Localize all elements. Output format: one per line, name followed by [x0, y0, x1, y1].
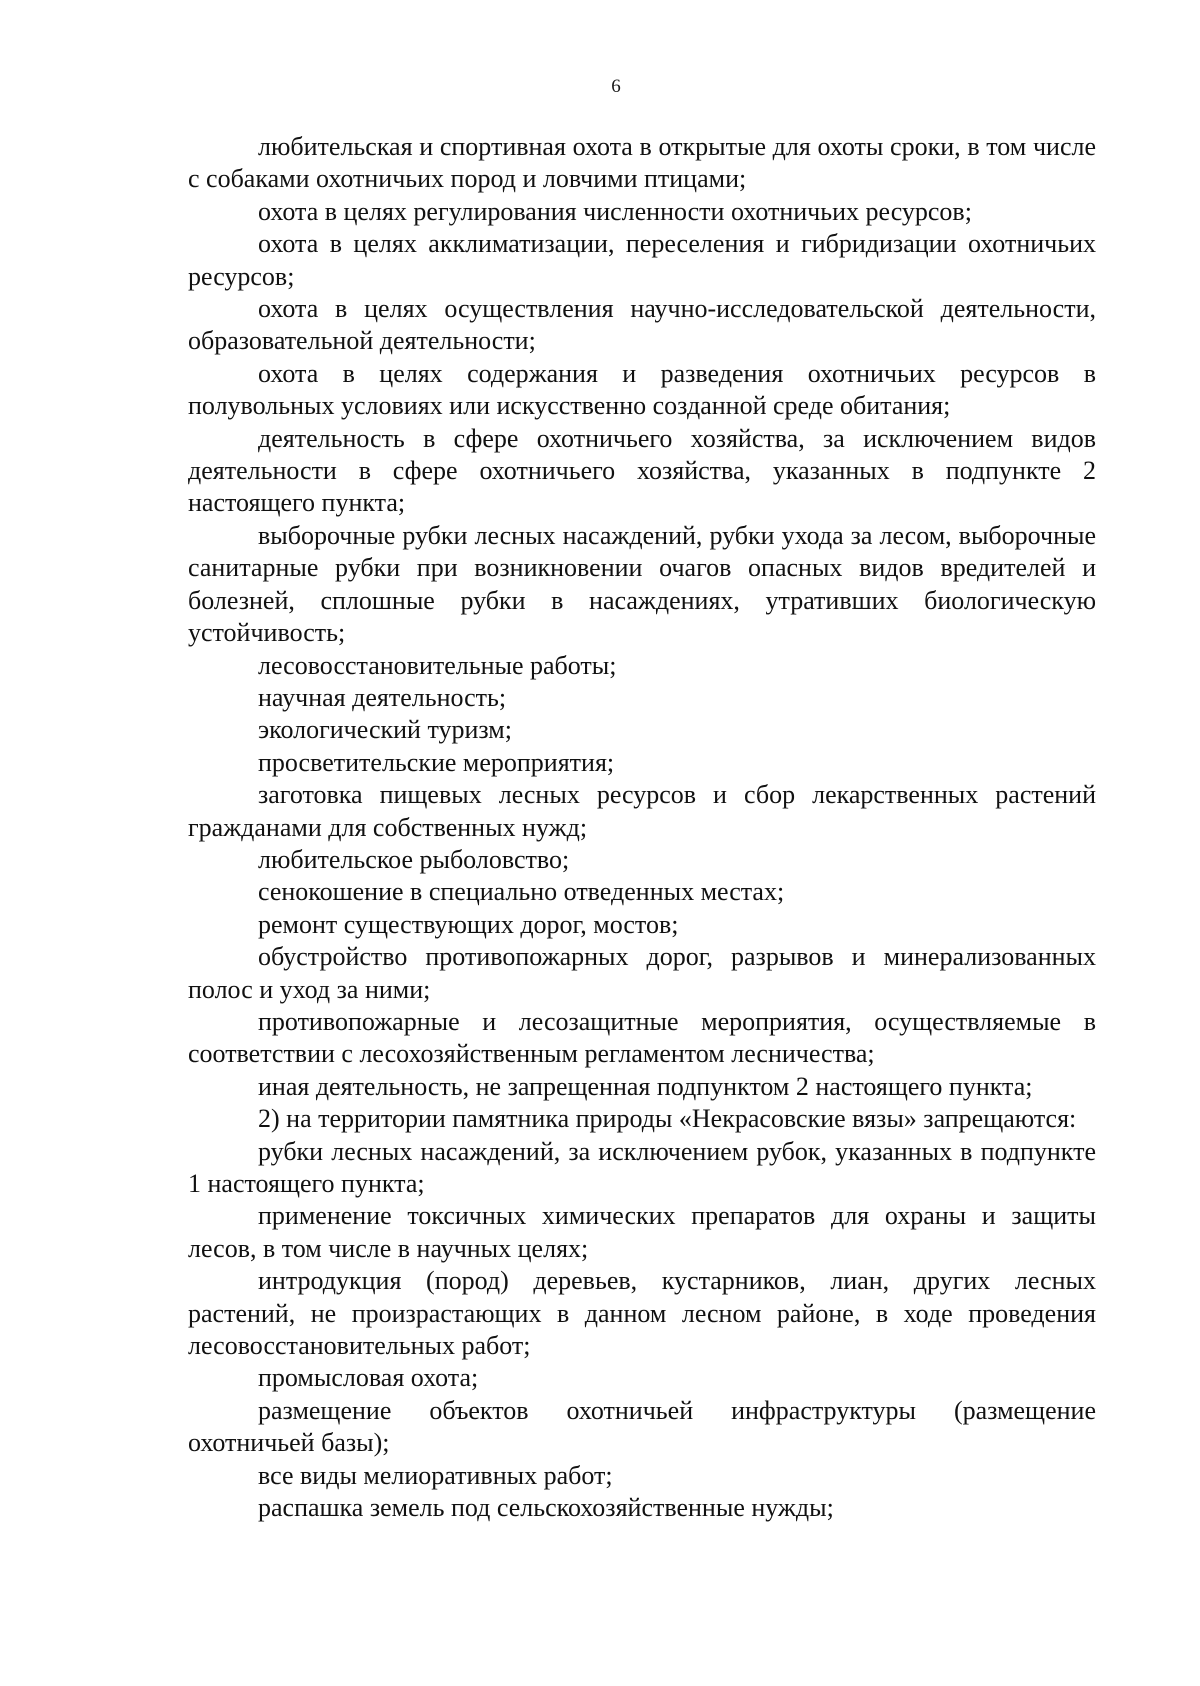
list-item: рубки лесных насаждений, за исключением рубок, указанных в подпункте 1 настоящего пункта; [188, 1136, 1096, 1198]
list-item: интродукция (пород) деревьев, кустарников, лиан, других лесных растений, не произрастающих в данном лесном районе, в ходе проведения лесовосстановительных работ; [188, 1266, 1096, 1361]
list-item: заготовка пищевых лесных ресурсов и сбор лекарственных растений гражданами для собственных нужд; [188, 780, 1096, 842]
list-item: сенокошение в специально отведенных местах; [258, 877, 785, 907]
list-item: охота в целях регулирования численности охотничьих ресурсов; [258, 196, 972, 226]
document-body [188, 131, 1096, 1524]
list-item: деятельность в сфере охотничьего хозяйства, за исключением видов деятельности в сфере охотничьего хозяйства, указанных в подпункте 2 настоящего пункта; [188, 423, 1096, 518]
list-item: любительское рыболовство; [258, 844, 570, 874]
list-item: охота в целях содержания и разведения охотничьих ресурсов в полувольных условиях или искусственно созданной среде обитания; [188, 358, 1096, 421]
page-number: 6 [611, 76, 621, 97]
list-item: распашка земель под сельскохозяйственные нужды; [258, 1493, 834, 1523]
list-item: охота в целях акклиматизации, переселения и гибридизации охотничьих ресурсов; [188, 229, 1096, 291]
list-item: экологический туризм; [258, 715, 512, 745]
list-item: применение токсичных химических препаратов для охраны и защиты лесов, в том числе в научных целях; [188, 1201, 1096, 1263]
list-item: все виды мелиоративных работ; [258, 1460, 613, 1490]
list-item: обустройство противопожарных дорог, разрывов и минерализованных полос и уход за ними; [188, 942, 1096, 1004]
list-item: ремонт существующих дорог, мостов; [258, 909, 679, 939]
list-item: размещение объектов охотничьей инфраструктуры (размещение охотничьей базы); [188, 1395, 1096, 1458]
list-item: иная деятельность, не запрещенная подпунктом 2 настоящего пункта; [258, 1071, 1033, 1101]
list-item: противопожарные и лесозащитные мероприятия, осуществляемые в соответствии с лесохозяйственным регламентом лесничества; [188, 1006, 1096, 1069]
list-item: промысловая охота; [258, 1363, 479, 1393]
list-item: лесовосстановительные работы; [258, 650, 617, 680]
list-item: выборочные рубки лесных насаждений, рубки ухода за лесом, выборочные санитарные рубки при возникновении очагов опасных видов вредителей и болезней, сплошные рубки в насаждениях, утративших биологическую устойчивость; [188, 520, 1096, 648]
subsection-heading: 2) на территории памятника природы «Некрасовские вязы» запрещаются: [258, 1104, 1077, 1134]
list-item: просветительские мероприятия; [258, 747, 615, 777]
list-item: охота в целях осуществления научно-исследовательской деятельности, образовательной деятельности; [188, 294, 1096, 356]
list-item: научная деятельность; [258, 682, 507, 712]
list-item: любительская и спортивная охота в открытые для охоты сроки, в том числе с собаками охотничьих пород и ловчими птицами; [188, 132, 1096, 194]
